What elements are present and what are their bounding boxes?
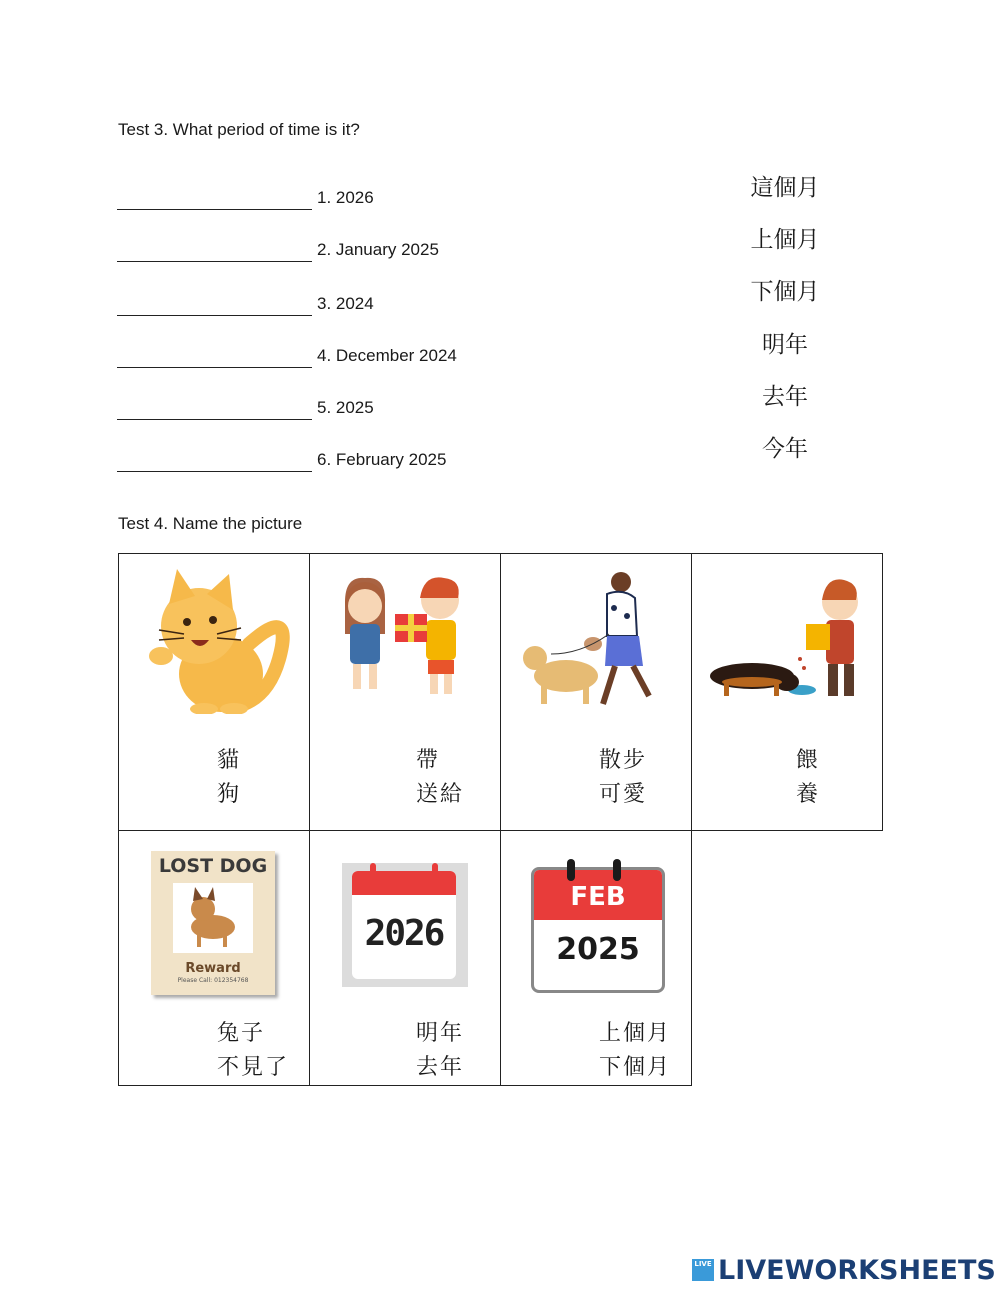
woman-walking-dog-image (511, 564, 681, 714)
liveworksheets-logo (692, 1252, 996, 1288)
test3-row-5 (117, 390, 517, 420)
option-raise[interactable]: 養 (796, 782, 821, 807)
picture-cell-gift (310, 554, 501, 831)
calendar-month: FEB (534, 870, 662, 920)
test3-item-label: 2. January 2025 (317, 240, 439, 259)
cat-image (129, 564, 299, 714)
cat-options (217, 744, 241, 812)
logo-badge: LIVE (692, 1259, 714, 1281)
test3-item-label: 3. 2024 (317, 294, 374, 313)
answer-input-1[interactable] (117, 207, 312, 210)
answer-input-4[interactable] (117, 365, 312, 368)
test3-row-6 (117, 442, 517, 472)
choice-next-month[interactable]: 下個月 (750, 279, 820, 305)
test3-row-4 (117, 338, 517, 368)
choice-next-year[interactable]: 明年 (762, 332, 808, 358)
answer-input-3[interactable] (117, 313, 312, 316)
answer-input-6[interactable] (117, 469, 312, 472)
calendar-ring (613, 859, 621, 881)
picture-cell-2026 (310, 831, 501, 1086)
option-last-year[interactable]: 去年 (416, 1055, 465, 1080)
picture-cell-walk (501, 554, 692, 831)
option-give[interactable]: 送給 (416, 782, 465, 807)
option-take-a-walk[interactable]: 散步 (599, 748, 648, 773)
test3-row-3 (117, 286, 517, 316)
test3-item-label: 1. 2026 (317, 188, 374, 207)
2026-options (416, 1017, 464, 1085)
picture-cell-feb-2025 (501, 831, 692, 1086)
option-rabbit[interactable]: 兔子 (217, 1021, 266, 1046)
gift-options (416, 744, 464, 812)
calendar-year: 2025 (556, 932, 640, 967)
calendar-2026-icon (352, 871, 456, 979)
picture-cell-lost-dog (119, 831, 310, 1086)
logo-text: LIVEWORKSHEETS (718, 1254, 996, 1286)
test3-heading: Test 3. What period of time is it? (118, 120, 360, 139)
calendar-year: 2026 (364, 913, 444, 954)
children-gift-image (320, 564, 490, 714)
dog-icon (173, 883, 253, 953)
boy-feeding-dog-image (702, 564, 872, 714)
calendar-ring (432, 863, 438, 881)
option-next-month[interactable]: 下個月 (599, 1055, 672, 1080)
lost-dog-options (217, 1017, 289, 1085)
test3-row-1 (117, 180, 517, 210)
option-dog[interactable]: 狗 (217, 782, 242, 807)
feed-options (796, 744, 820, 812)
picture-grid (118, 553, 883, 1086)
calendar-feb-2025-icon (531, 867, 665, 993)
poster-phone: Please Call: 012354768 (177, 977, 249, 984)
calendar-ring (567, 859, 575, 881)
picture-cell-cat (119, 554, 310, 831)
option-cute[interactable]: 可愛 (599, 782, 648, 807)
option-bring[interactable]: 帶 (416, 748, 441, 773)
test3-item-label: 4. December 2024 (317, 346, 457, 365)
option-last-month[interactable]: 上個月 (599, 1021, 672, 1046)
choice-last-month[interactable]: 上個月 (750, 227, 820, 253)
picture-cell-feed (692, 554, 883, 831)
answer-input-2[interactable] (117, 259, 312, 262)
empty-cell (692, 831, 883, 1086)
option-feed[interactable]: 餵 (796, 748, 821, 773)
walk-options (599, 744, 647, 812)
test3-row-2 (117, 232, 517, 262)
poster-reward: Reward (185, 961, 241, 976)
test4-heading: Test 4. Name the picture (118, 514, 303, 533)
poster-title: LOST DOG (158, 855, 268, 877)
choice-last-year[interactable]: 去年 (762, 384, 808, 410)
choice-this-year[interactable]: 今年 (762, 436, 808, 462)
calendar-ring (370, 863, 376, 881)
option-missing[interactable]: 不見了 (217, 1055, 290, 1080)
answer-input-5[interactable] (117, 417, 312, 420)
lost-dog-poster (151, 851, 275, 995)
test3-item-label: 5. 2025 (317, 398, 374, 417)
option-next-year[interactable]: 明年 (416, 1021, 465, 1046)
option-cat[interactable]: 貓 (217, 748, 242, 773)
feb-2025-options (599, 1017, 671, 1085)
test3-item-label: 6. February 2025 (317, 450, 447, 469)
choice-this-month[interactable]: 這個月 (750, 175, 820, 201)
